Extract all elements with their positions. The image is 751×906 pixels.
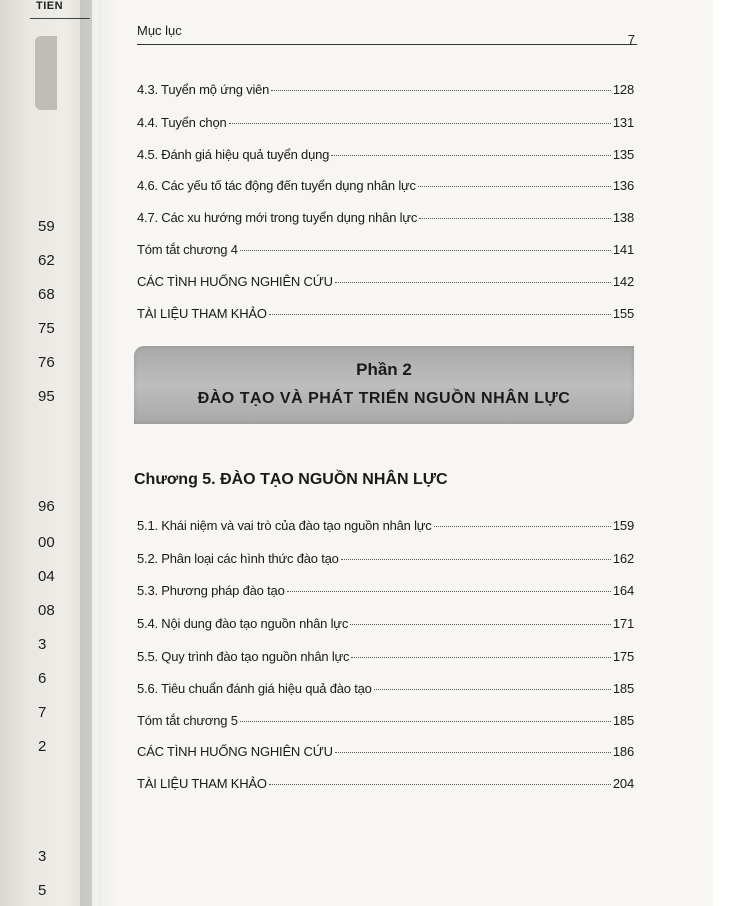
- toc-entry: [137, 82, 634, 100]
- toc-entry-page: 204: [612, 776, 634, 791]
- facing-page-number: 96: [38, 498, 55, 515]
- toc-entry-label: TÀI LIỆU THAM KHẢO: [137, 776, 267, 791]
- toc-leader-dots: [434, 516, 611, 527]
- toc-leader-dots: [269, 304, 611, 315]
- toc-entry: [137, 649, 634, 667]
- facing-page-number: 3: [38, 636, 47, 653]
- toc-leader-dots: [335, 742, 611, 753]
- gutter-shadow: [80, 0, 120, 906]
- toc-entry: [137, 681, 634, 699]
- toc-entry-page: 141: [612, 242, 634, 257]
- toc-entry-label: 4.4. Tuyển chọn: [137, 115, 227, 130]
- toc-entry-page: 186: [612, 744, 634, 759]
- toc-entry-label: Tóm tắt chương 5: [137, 713, 238, 728]
- toc-entry-page: 136: [612, 178, 634, 193]
- toc-entry-label: 5.4. Nội dung đào tạo nguồn nhân lực: [137, 616, 349, 631]
- toc-leader-dots: [351, 647, 611, 658]
- toc-entry-page: 159: [612, 518, 634, 533]
- toc-entry-page: 155: [612, 306, 634, 321]
- toc-entry-page: 185: [612, 681, 634, 696]
- toc-entry-label: CÁC TÌNH HUỐNG NGHIÊN CỨU: [137, 274, 333, 289]
- facing-page-number: 75: [38, 320, 55, 337]
- toc-entry-page: 175: [612, 649, 634, 664]
- part-title: ĐÀO TẠO VÀ PHÁT TRIỂN NGUỒN NHÂN LỰC: [197, 390, 571, 407]
- toc-entry-label: 5.2. Phân loại các hình thức đào tạo: [137, 551, 339, 566]
- toc-leader-dots: [374, 679, 611, 690]
- facing-page-number: 2: [38, 738, 47, 755]
- toc-entry-label: 5.1. Khái niệm và vai trò của đào tạo nguồn nhân lực: [137, 518, 432, 533]
- part-number: Phần 2: [356, 360, 412, 379]
- toc-entry: [137, 178, 634, 196]
- toc-entry: [137, 616, 634, 634]
- toc-entry: [137, 713, 634, 731]
- toc-entry-page: 135: [612, 147, 634, 162]
- toc-entry: [137, 776, 634, 794]
- toc-entry-label: 5.6. Tiêu chuẩn đánh giá hiệu quả đào tạo: [137, 681, 372, 696]
- toc-entry-page: 185: [612, 713, 634, 728]
- toc-leader-dots: [271, 80, 611, 91]
- facing-page-number: 59: [38, 218, 55, 235]
- facing-page-number: 6: [38, 670, 47, 687]
- toc-leader-dots: [287, 581, 611, 592]
- facing-page-tab: [35, 36, 57, 110]
- toc-entry-page: 142: [612, 274, 634, 289]
- toc-entry: [137, 274, 634, 292]
- toc-entry-page: 162: [612, 551, 634, 566]
- toc-leader-dots: [229, 113, 611, 124]
- toc-entry: [137, 115, 634, 133]
- toc-entry-label: 5.3. Phương pháp đào tạo: [137, 583, 285, 598]
- facing-page-number: 7: [38, 704, 47, 721]
- facing-page-number: 5: [38, 882, 47, 899]
- toc-entry: [137, 306, 634, 324]
- facing-page-number: 95: [38, 388, 55, 405]
- toc-leader-dots: [269, 774, 611, 785]
- facing-page-number: 62: [38, 252, 55, 269]
- toc-leader-dots: [419, 208, 611, 219]
- toc-entry-label: 4.7. Các xu hướng mới trong tuyển dụng nhân lực: [137, 210, 418, 225]
- toc-entry-label: 5.5. Quy trình đào tạo nguồn nhân lực: [137, 649, 350, 664]
- toc-entry-label: 4.6. Các yếu tố tác động đến tuyển dụng nhân lực: [137, 178, 416, 193]
- toc-entry: [137, 518, 634, 536]
- toc-leader-dots: [335, 272, 611, 283]
- facing-page-number: 76: [38, 354, 55, 371]
- toc-entry-label: CÁC TÌNH HUỐNG NGHIÊN CỨU: [137, 744, 333, 759]
- toc-leader-dots: [331, 145, 611, 156]
- toc-entry: [137, 242, 634, 260]
- running-head: [137, 22, 637, 45]
- page-edge-background: [713, 0, 751, 906]
- toc-leader-dots: [240, 240, 611, 251]
- toc-leader-dots: [350, 614, 611, 625]
- facing-page-corner-text: TIEN: [36, 0, 64, 12]
- toc-entry-label: TÀI LIỆU THAM KHẢO: [137, 306, 267, 321]
- toc-entry: [137, 551, 634, 569]
- toc-entry: [137, 744, 634, 762]
- facing-page-number: 3: [38, 848, 47, 865]
- toc-leader-dots: [240, 711, 611, 722]
- toc-entry: [137, 583, 634, 601]
- toc-entry-page: 138: [612, 210, 634, 225]
- toc-entry-label: 4.3. Tuyển mộ ứng viên: [137, 82, 270, 97]
- toc-entry-page: 131: [612, 115, 634, 130]
- toc-entry-page: 164: [612, 583, 634, 598]
- toc-entry-page: 171: [612, 616, 634, 631]
- part-banner: [134, 346, 634, 424]
- toc-entry-label: Tóm tắt chương 4: [137, 242, 238, 257]
- facing-page-number: 08: [38, 602, 55, 619]
- running-head-page-number: 7: [627, 32, 635, 47]
- facing-page: [0, 0, 92, 906]
- toc-entry: [137, 147, 634, 165]
- facing-page-number: 68: [38, 286, 55, 303]
- toc-entry: [137, 210, 634, 228]
- toc-leader-dots: [418, 176, 611, 187]
- facing-page-number: 04: [38, 568, 55, 585]
- toc-entry-label: 4.5. Đánh giá hiệu quả tuyển dụng: [137, 147, 330, 162]
- chapter-heading: Chương 5. ĐÀO TẠO NGUỒN NHÂN LỰC: [134, 471, 448, 488]
- toc-leader-dots: [341, 549, 611, 560]
- running-head-title: Mục lục: [137, 23, 182, 38]
- toc-page: [98, 0, 713, 906]
- facing-page-number: 00: [38, 534, 55, 551]
- toc-entry-page: 128: [612, 82, 634, 97]
